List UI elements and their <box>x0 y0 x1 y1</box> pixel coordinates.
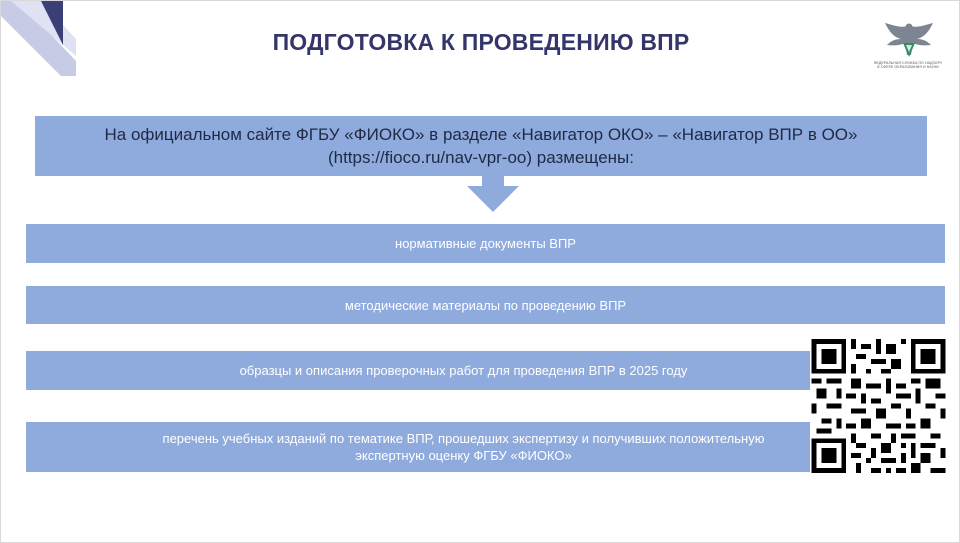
list-item-documents <box>26 224 945 263</box>
qr-code[interactable] <box>810 339 947 473</box>
list-item-samples <box>26 351 945 390</box>
page-title: ПОДГОТОВКА К ПРОВЕДЕНИЮ ВПР <box>272 29 690 55</box>
intro-line-1: На официальном сайте ФГБУ «ФИОКО» в разделе «Навигатор ОКО» – «Навигатор ВПР в ОО» <box>104 125 858 144</box>
list-item-text: перечень учебных изданий по тематике ВПР, прошедших экспертизу и получивших положительную экспертную оценку ФГБУ «ФИОКО» <box>162 431 765 463</box>
list-item-text: образцы и описания проверочных работ для проведения ВПР в 2025 году <box>239 363 688 378</box>
arrow-down-icon <box>467 176 519 212</box>
intro-box <box>35 116 927 176</box>
list-item-methodical <box>26 286 945 324</box>
list-item-text: методические материалы по проведению ВПР <box>344 297 627 313</box>
list-item-publications <box>26 422 945 472</box>
list-item-text: нормативные документы ВПР <box>395 236 576 251</box>
corner-decoration <box>1 1 76 76</box>
intro-line-2: (https://fioco.ru/nav-vpr-oo) размещены: <box>327 148 635 167</box>
emblem-caption: ФЕДЕРАЛЬНАЯ СЛУЖБА ПО НАДЗОРУ В СФЕРЕ ОБРАЗОВАНИЯ И НАУКИ <box>873 61 943 69</box>
